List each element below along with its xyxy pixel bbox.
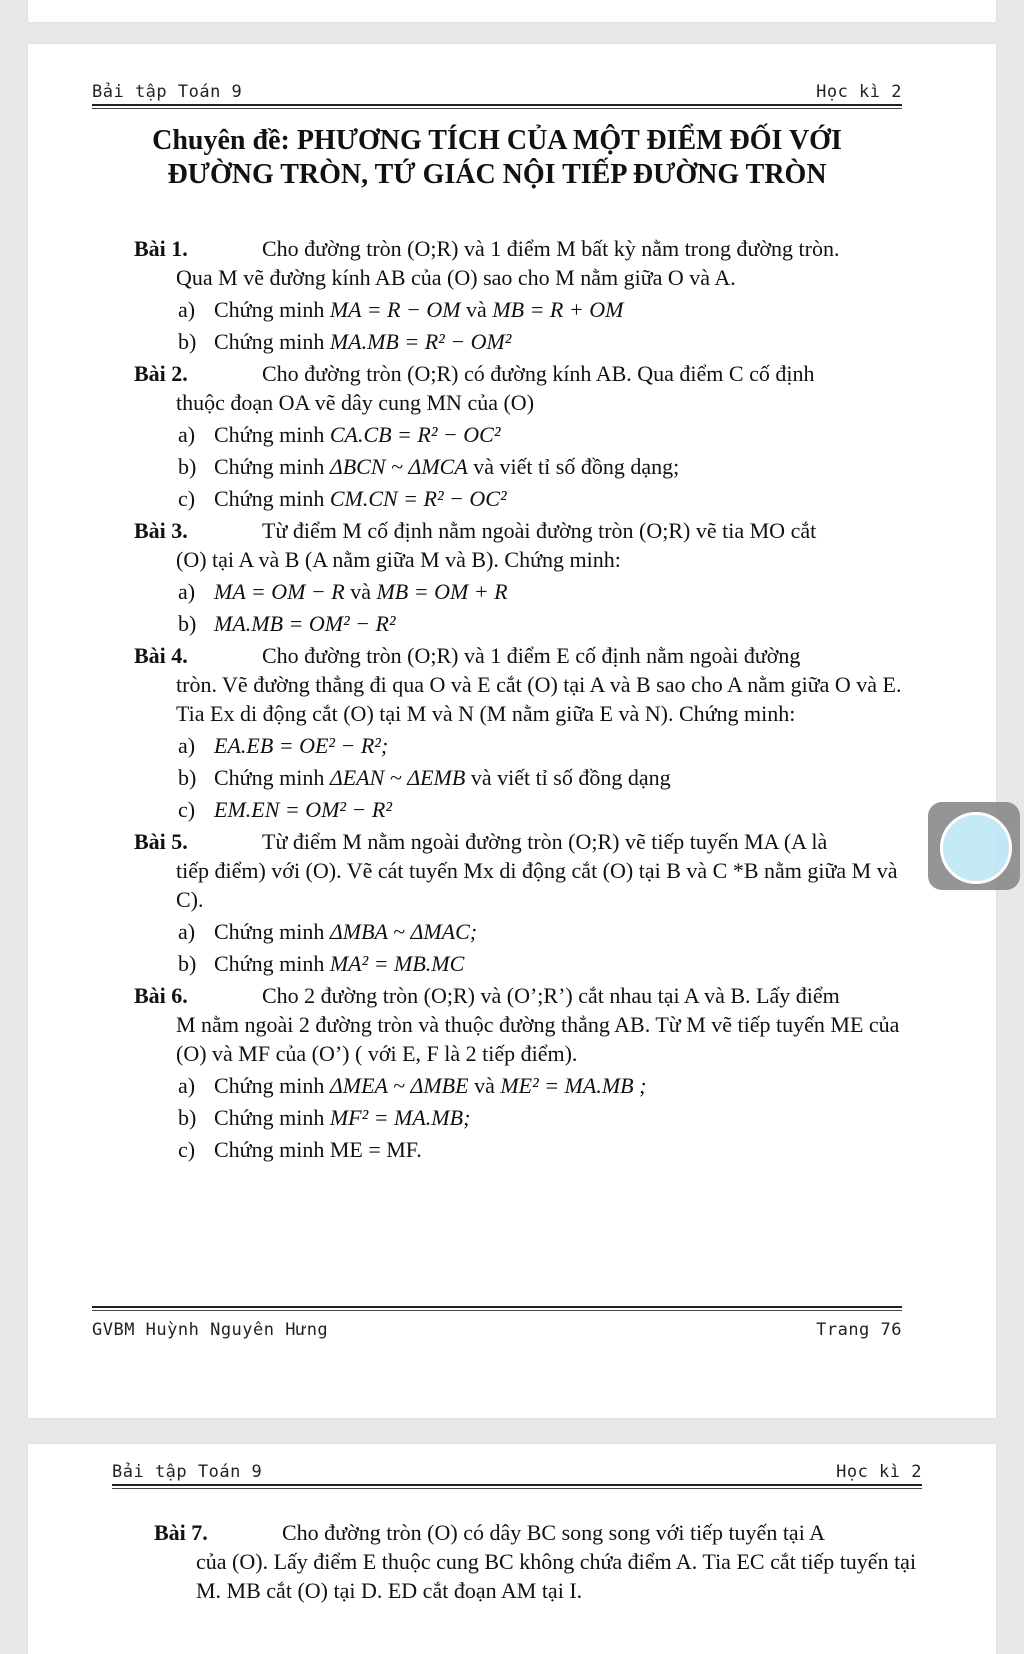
page-title bbox=[92, 124, 902, 192]
item-label: c) bbox=[178, 797, 196, 822]
footer-page-number: Trang 76 bbox=[816, 1320, 902, 1340]
item-label: a) bbox=[178, 422, 196, 447]
item-tail: và bbox=[466, 297, 487, 322]
exercise-text: Từ điểm M nằm ngoài đường tròn (O;R) vẽ tiếp tuyến MA (A là bbox=[262, 829, 828, 854]
exercise-text-cont: của (O). Lấy điểm E thuộc cung BC không chứa điểm A. Tia EC cắt tiếp tuyến tại M. MB cắt (O) tại D. ED cắt đoạn AM tại I. bbox=[196, 1549, 917, 1603]
header-left: Bải tập Toán 9 bbox=[112, 1462, 263, 1482]
page-header bbox=[112, 1462, 922, 1482]
item-text: Chứng minh bbox=[214, 329, 325, 354]
exercise-list bbox=[134, 234, 902, 1167]
item-label: b) bbox=[178, 329, 197, 354]
item-math: ΔBCN ~ ΔMCA bbox=[329, 454, 468, 479]
item-math2: MB = R + OM bbox=[492, 297, 624, 322]
item-text: Chứng minh bbox=[214, 765, 325, 790]
item-label: a) bbox=[178, 733, 196, 758]
exercise-title: Bài 7. bbox=[154, 1520, 208, 1545]
item-math: EA.EB = OE² − R²; bbox=[214, 733, 389, 758]
item-text: Chứng minh ME = MF. bbox=[214, 1137, 422, 1162]
exercise-text-cont: tròn. Vẽ đường thẳng đi qua O và E cắt (O) tại A và B sao cho A nằm giữa O và E. Tia Ex di động cắt (O) tại M và N (M nằm giữa E và N). Chứng minh: bbox=[176, 672, 902, 726]
exercise-item bbox=[134, 795, 902, 824]
item-text: Chứng minh bbox=[214, 454, 325, 479]
item-label: c) bbox=[178, 1137, 196, 1162]
item-math: EM.EN = OM² − R² bbox=[214, 797, 392, 822]
footer-rule bbox=[92, 1306, 902, 1308]
item-label: a) bbox=[178, 297, 196, 322]
exercise-text-cont: (O) tại A và B (A nằm giữa M và B). Chứng minh: bbox=[176, 547, 621, 572]
item-tail: và viết tỉ số đồng dạng bbox=[470, 765, 671, 790]
page-footer bbox=[92, 1320, 902, 1340]
exercise-title: Bài 6. bbox=[134, 983, 188, 1008]
header-rule bbox=[92, 104, 902, 106]
item-math: CM.CN = R² − OC² bbox=[329, 486, 507, 511]
header-left: Bải tập Toán 9 bbox=[92, 82, 243, 102]
document-page-77 bbox=[28, 1444, 996, 1654]
item-label: c) bbox=[178, 486, 196, 511]
exercise-item bbox=[134, 949, 902, 978]
header-right: Học kì 2 bbox=[836, 1462, 922, 1482]
exercise-item bbox=[134, 420, 902, 449]
exercise-item bbox=[134, 763, 902, 792]
exercise-text: Cho đường tròn (O;R) và 1 điểm E cố định nằm ngoài đường bbox=[262, 643, 801, 668]
item-tail: và bbox=[350, 579, 371, 604]
header-rule bbox=[112, 1484, 922, 1486]
item-text: Chứng minh bbox=[214, 1073, 325, 1098]
exercise-text-cont: thuộc đoạn OA vẽ dây cung MN của (O) bbox=[176, 390, 535, 415]
exercise-item bbox=[134, 917, 902, 946]
exercise-title: Bài 4. bbox=[134, 643, 188, 668]
exercise-text: Cho đường tròn (O;R) và 1 điểm M bất kỳ nằm trong đường tròn. bbox=[262, 236, 840, 261]
item-text: Chứng minh bbox=[214, 297, 325, 322]
assistive-touch-icon bbox=[940, 812, 1012, 884]
item-tail: và viết tỉ số đồng dạng; bbox=[473, 454, 680, 479]
exercise-item bbox=[134, 731, 902, 760]
title-line-1: Chuyên đề: PHƯƠNG TÍCH CỦA MỘT ĐIỂM ĐỐI VỚI bbox=[152, 125, 842, 156]
exercise-6 bbox=[134, 981, 902, 1164]
exercise-item bbox=[134, 577, 902, 606]
footer-author: GVBM Huỳnh Nguyên Hưng bbox=[92, 1320, 329, 1340]
item-math: MA² = MB.MC bbox=[329, 951, 465, 976]
exercise-text: Cho đường tròn (O) có dây BC song song với tiếp tuyến tại A bbox=[282, 1520, 825, 1545]
exercise-title: Bài 3. bbox=[134, 518, 188, 543]
exercise-7 bbox=[154, 1518, 922, 1605]
item-label: b) bbox=[178, 951, 197, 976]
exercise-item bbox=[134, 609, 902, 638]
exercise-5 bbox=[134, 827, 902, 978]
assistive-touch-button[interactable] bbox=[928, 802, 1020, 890]
exercise-text: Cho 2 đường tròn (O;R) và (O’;R’) cắt nhau tại A và B. Lấy điểm bbox=[262, 983, 840, 1008]
exercise-1 bbox=[134, 234, 902, 356]
exercise-4 bbox=[134, 641, 902, 824]
item-label: b) bbox=[178, 611, 197, 636]
header-right: Học kì 2 bbox=[816, 82, 902, 102]
exercise-text-cont: Qua M vẽ đường kính AB của (O) sao cho M nằm giữa O và A. bbox=[176, 265, 736, 290]
exercise-item bbox=[134, 484, 902, 513]
exercise-item bbox=[134, 327, 902, 356]
exercise-item bbox=[134, 1103, 902, 1132]
exercise-title: Bài 1. bbox=[134, 236, 188, 261]
item-text: Chứng minh bbox=[214, 1105, 325, 1130]
item-math2: MB = OM + R bbox=[376, 579, 508, 604]
item-label: b) bbox=[178, 454, 197, 479]
item-label: a) bbox=[178, 579, 196, 604]
item-label: a) bbox=[178, 919, 196, 944]
exercise-item bbox=[134, 452, 902, 481]
exercise-3 bbox=[134, 516, 902, 638]
exercise-item bbox=[134, 295, 902, 324]
exercise-2 bbox=[134, 359, 902, 513]
item-math: MA.MB = R² − OM² bbox=[329, 329, 512, 354]
exercise-list bbox=[154, 1518, 922, 1605]
exercise-title: Bài 2. bbox=[134, 361, 188, 386]
item-math2: ME² = MA.MB ; bbox=[500, 1073, 647, 1098]
item-math: MF² = MA.MB; bbox=[329, 1105, 471, 1130]
header-rule-thin bbox=[92, 108, 902, 109]
item-math: ΔMEA ~ ΔMBE bbox=[329, 1073, 469, 1098]
footer-rule-thin bbox=[92, 1310, 902, 1311]
item-math: MA = R − OM bbox=[329, 297, 461, 322]
title-line-2: ĐƯỜNG TRÒN, TỨ GIÁC NỘI TIẾP ĐƯỜNG TRÒN bbox=[167, 159, 827, 190]
item-text: Chứng minh bbox=[214, 422, 325, 447]
page-header bbox=[92, 82, 902, 102]
exercise-text: Từ điểm M cố định nằm ngoài đường tròn (O;R) vẽ tia MO cắt bbox=[262, 518, 817, 543]
exercise-text: Cho đường tròn (O;R) có đường kính AB. Qua điểm C cố định bbox=[262, 361, 815, 386]
exercise-item bbox=[134, 1135, 902, 1164]
item-label: b) bbox=[178, 1105, 197, 1130]
previous-page-edge bbox=[28, 0, 996, 22]
item-text: Chứng minh bbox=[214, 486, 325, 511]
item-label: b) bbox=[178, 765, 197, 790]
item-math: CA.CB = R² − OC² bbox=[329, 422, 501, 447]
header-rule-thin bbox=[112, 1488, 922, 1489]
exercise-text-cont: M nằm ngoài 2 đường tròn và thuộc đường thẳng AB. Từ M vẽ tiếp tuyến ME của (O) và MF của (O’) ( với E, F là 2 tiếp điểm). bbox=[176, 1012, 900, 1066]
item-label: a) bbox=[178, 1073, 196, 1098]
exercise-text-cont: tiếp điểm) với (O). Vẽ cát tuyến Mx di động cắt (O) tại B và C *B nằm giữa M và C). bbox=[176, 858, 898, 912]
item-tail: và bbox=[474, 1073, 495, 1098]
item-text: Chứng minh bbox=[214, 951, 325, 976]
document-page-76 bbox=[28, 44, 996, 1418]
exercise-item bbox=[134, 1071, 902, 1100]
item-math: MA.MB = OM² − R² bbox=[214, 611, 396, 636]
item-math: MA = OM − R bbox=[214, 579, 345, 604]
item-math: ΔEAN ~ ΔEMB bbox=[329, 765, 466, 790]
exercise-title: Bài 5. bbox=[134, 829, 188, 854]
item-text: Chứng minh bbox=[214, 919, 325, 944]
item-math: ΔMBA ~ ΔMAC; bbox=[329, 919, 478, 944]
